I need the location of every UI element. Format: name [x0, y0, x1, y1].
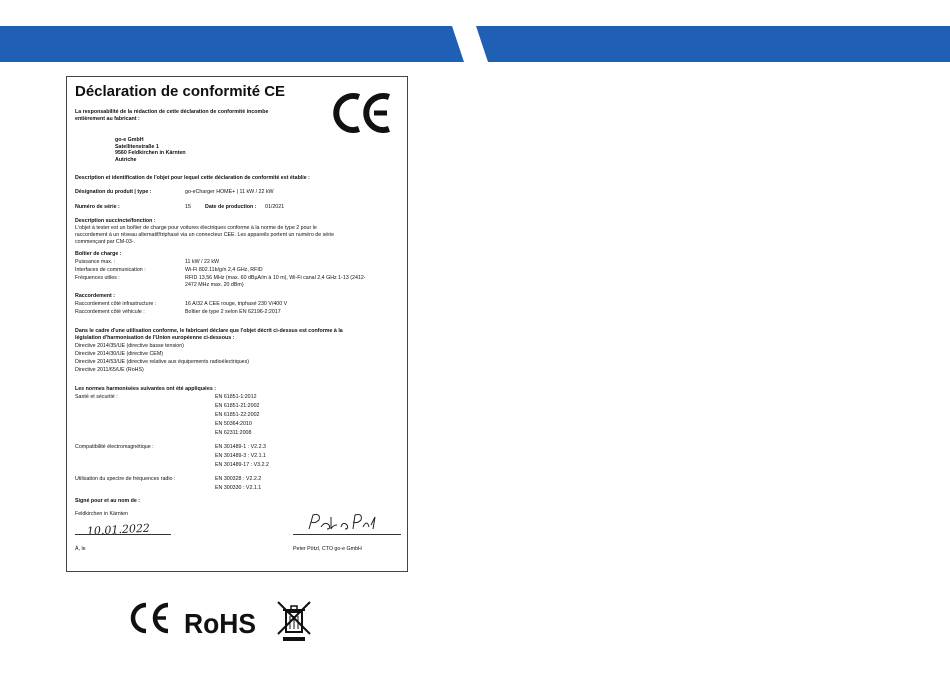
serial-value: 15	[185, 204, 191, 210]
product-label: Désignation du produit | type :	[75, 189, 152, 195]
norm-item: EN 300328 : V2.2.2	[215, 476, 262, 482]
document-title: Déclaration de conformité CE	[75, 83, 286, 100]
directive-item: Directive 2014/30/UE (directive CEM)	[75, 351, 164, 357]
function-line: L'objet à tester est un boîtier de charge pour voitures électriques conforme à la norme de type 2 pour le	[75, 225, 317, 231]
signature-image	[303, 509, 383, 537]
box-row-value: Wi-Fi 802.11b/g/n 2,4 GHz, RFID	[185, 267, 263, 273]
radio-label: Utilisation du spectre de fréquences radio :	[75, 476, 176, 482]
ce-mark-icon	[133, 605, 168, 631]
serial-label: Numéro de série :	[75, 204, 120, 210]
box-row-label: Fréquences utiles :	[75, 275, 120, 281]
date-line	[75, 534, 171, 535]
box-row-value: RFID 13,56 MHz (max. 60 dBµA/m à 10 m), Wi-Fi canal 2,4 GHz 1-13 (2412-	[185, 275, 366, 281]
address-line: go-e GmbH	[115, 137, 144, 143]
certification-logos	[128, 600, 318, 642]
rohs-logo: RoHS	[184, 608, 256, 639]
connection-row-value: Boîtier de type 2 selon EN 62196-2:2017	[185, 309, 281, 315]
norm-item: EN 61851-1:2012	[215, 394, 257, 400]
norm-item: EN 62311:2008	[215, 430, 252, 436]
box-row-value-cont: 2472 MHz max. 20 dBm)	[185, 282, 244, 288]
signed-heading: Signé pour et au nom de :	[75, 498, 141, 504]
emc-label: Compatibilité électromagnétique :	[75, 444, 154, 450]
product-value: go-eCharger HOME+ | 11 kW / 22 kW	[185, 189, 274, 195]
connection-row-label: Raccordement côté véhicule :	[75, 309, 145, 315]
function-line: commençant par CM-03-.	[75, 239, 136, 245]
address-line: 9560 Feldkirchen in Kärnten	[115, 150, 186, 157]
norm-item: EN 61851-21:2002	[215, 403, 260, 409]
handwritten-date	[83, 519, 179, 543]
signatory-name: Peter Pötzl, CTO go-e GmbH	[293, 546, 362, 552]
crossed-out-bin-icon	[278, 602, 310, 641]
connection-row-value: 16 A/32 A CEE rouge, triphasé 230 V/400 V	[185, 301, 288, 307]
description-heading: Description et identification de l'objet pour lequel cette déclaration de conformité est établie :	[75, 175, 310, 181]
directive-item: Directive 2011/65/UE (RoHS)	[75, 367, 144, 373]
charging-box-heading: Boîtier de charge :	[75, 251, 122, 257]
signing-place: Feldkirchen in Kärnten	[75, 511, 128, 517]
box-row-value: 11 kW / 22 kW	[185, 259, 220, 265]
box-row-label: Puissance max. :	[75, 259, 116, 265]
address-line: Satellitenstraße 1	[115, 143, 159, 150]
conformity-heading-cont: législation d'harmonisation de l'Union européenne ci-dessous :	[75, 335, 235, 341]
safety-label: Santé et sécurité :	[75, 394, 118, 400]
signature-line	[293, 534, 401, 535]
norm-item: EN 300330 : V2.1.1	[215, 485, 262, 491]
connection-row-label: Raccordement côté infrastructure :	[75, 301, 157, 307]
connection-heading: Raccordement :	[75, 293, 116, 299]
manufacturer-address	[115, 137, 186, 163]
directive-item: Directive 2014/53/UE (directive relative aux équipements radioélectriques)	[75, 359, 250, 365]
function-line: raccordement à un réseau alternatif/triphasé via un connecteur CEE. Les appareils portent un numéro de série	[75, 232, 335, 238]
norm-item: EN 301489-17 : V3.2.2	[215, 462, 269, 468]
intro-line-2: entièrement au fabricant :	[75, 116, 140, 122]
svg-text:10.01.2022: 10.01.2022	[86, 521, 151, 538]
norms-heading: Les normes harmonisées suivantes ont été appliquées :	[75, 386, 217, 392]
production-date-value: 01/2021	[265, 204, 285, 210]
norm-item: EN 61851-22:2002	[215, 412, 260, 418]
header-banner-left	[0, 26, 464, 62]
ce-mark-icon	[333, 91, 395, 135]
production-date-label: Date de production :	[205, 204, 257, 210]
intro-line-1: La responsabilité de la rédaction de cette déclaration de conformité incombe	[75, 109, 269, 115]
directive-item: Directive 2014/35/UE (directive basse tension)	[75, 343, 184, 349]
norm-item: EN 301489-1 : V2.2.3	[215, 444, 266, 450]
conformity-heading: Dans le cadre d'une utilisation conforme, le fabricant déclare que l'objet décrit ci-dessus est conforme à la	[75, 328, 343, 334]
norm-item: EN 301489-3 : V2.1.1	[215, 453, 266, 459]
box-row-label: Interfaces de communication :	[75, 267, 146, 273]
header-banner-right	[476, 26, 950, 62]
function-heading: Description succincte/fonction :	[75, 218, 156, 224]
norm-item: EN 50364:2010	[215, 421, 252, 427]
place-date-label: À, le	[75, 546, 86, 552]
declaration-document	[66, 76, 408, 572]
address-line: Autriche	[115, 156, 137, 163]
